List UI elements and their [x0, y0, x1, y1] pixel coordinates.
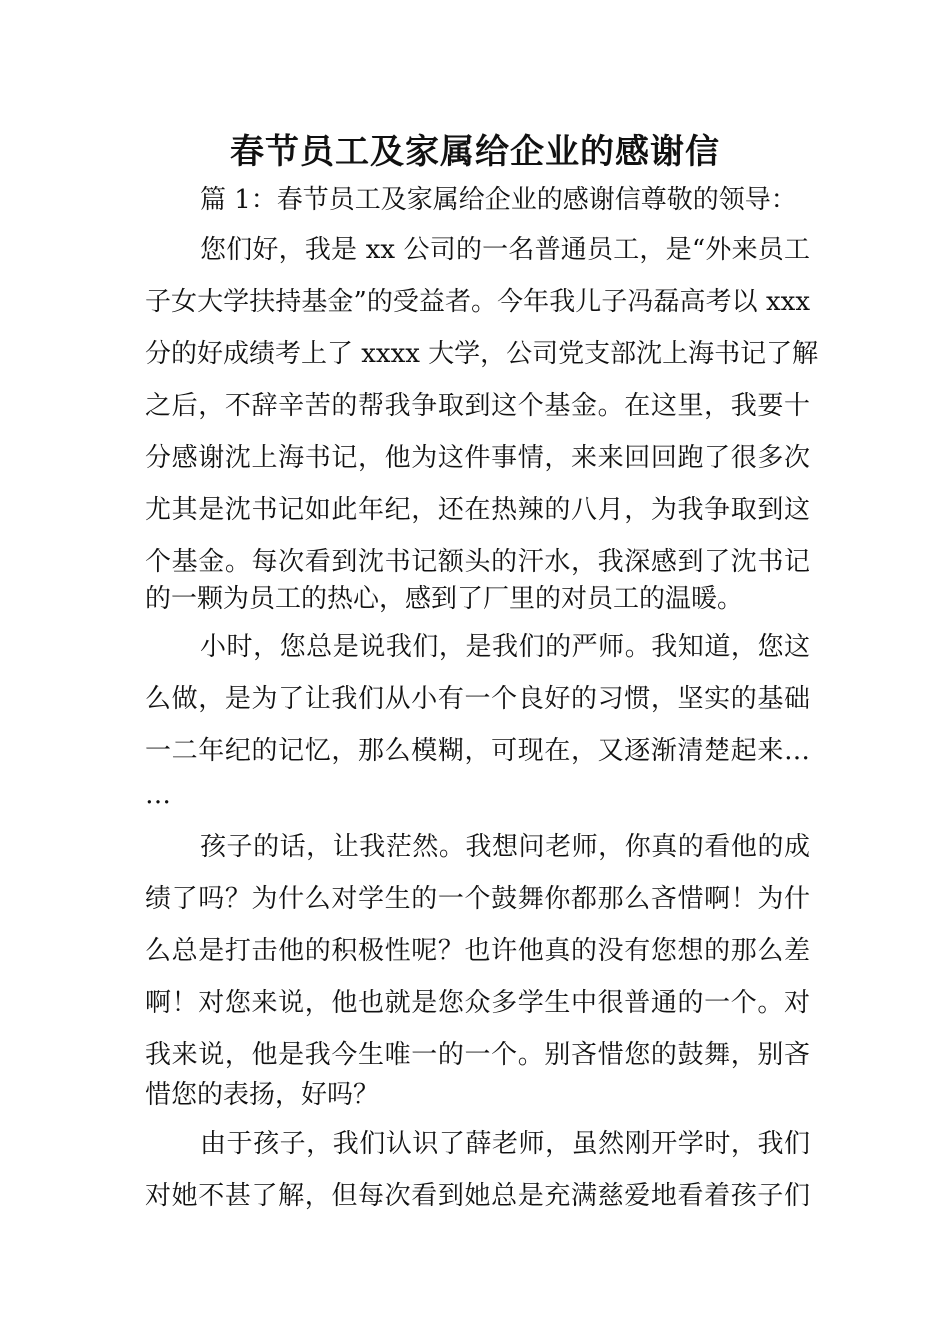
text-line: 子女大学扶持基金”的受益者。今年我儿子冯磊高考以 xxx — [145, 287, 810, 317]
text-line: 孩子的话，让我茫然。我想问老师，你真的看他的成 — [200, 832, 810, 862]
text-line: 个基金。每次看到沈书记额头的汗水，我深感到了沈书记 — [145, 547, 810, 577]
text-line: 尤其是沈书记如此年纪，还在热辣的八月，为我争取到这 — [145, 495, 810, 525]
text-line: 分感谢沈上海书记，他为这件事情，来来回回跑了很多次 — [145, 443, 810, 473]
document-title: 春节员工及家属给企业的感谢信 — [230, 132, 720, 172]
text-line: 我来说，他是我今生唯一的一个。别吝惜您的鼓舞，别吝 — [145, 1040, 810, 1070]
text-line: 啊！对您来说，他也就是您众多学生中很普通的一个。对 — [145, 988, 810, 1018]
text-line: 的一颗为员工的热心，感到了厂里的对员工的温暖。 — [145, 584, 744, 614]
text-line: 绩了吗？为什么对学生的一个鼓舞你都那么吝惜啊！为什 — [145, 884, 810, 914]
text-line: 一二年纪的记忆，那么模糊，可现在，又逐渐清楚起来… — [145, 736, 810, 766]
text-line: 篇 1：春节员工及家属给企业的感谢信尊敬的领导： — [200, 185, 797, 215]
text-line: … — [145, 780, 171, 810]
text-line: 么做，是为了让我们从小有一个良好的习惯，坚实的基础 — [145, 684, 810, 714]
text-line: 么总是打击他的积极性呢？也许他真的没有您想的那么差 — [145, 936, 810, 966]
text-line: 小时，您总是说我们，是我们的严师。我知道，您这 — [200, 632, 810, 662]
text-line: 惜您的表扬，好吗？ — [145, 1080, 380, 1110]
text-line: 之后，不辞辛苦的帮我争取到这个基金。在这里，我要十 — [145, 391, 810, 421]
text-line: 对她不甚了解，但每次看到她总是充满慈爱地看着孩子们 — [145, 1181, 810, 1211]
text-line: 您们好，我是 xx 公司的一名普通员工，是“外来员工 — [200, 235, 810, 265]
text-line: 分的好成绩考上了 xxxx 大学，公司党支部沈上海书记了解 — [145, 339, 819, 369]
text-line: 由于孩子，我们认识了薛老师，虽然刚开学时，我们 — [200, 1129, 810, 1159]
